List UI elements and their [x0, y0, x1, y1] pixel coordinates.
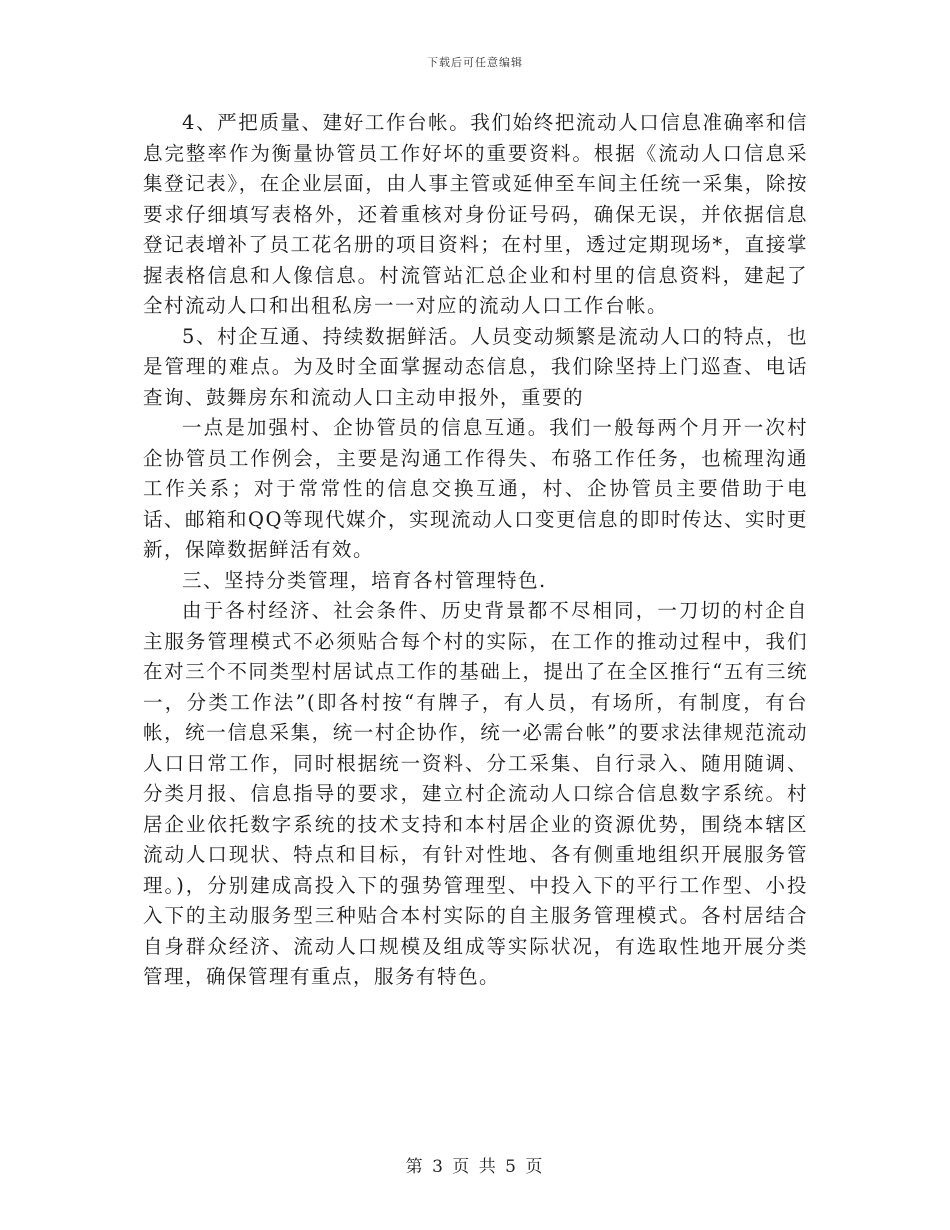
page-header: 下载后可任意编辑 [427, 56, 523, 69]
paragraph-info-exchange: 一点是加强村、企协管员的信息互通。我们一般每两个月开一次村企协管员工作例会，主要是沟通工作得失、布骆工作任务，也梳理沟通工作关系；对于常常性的信息交换互通，村、企协管员主要借助于电话、邮箱和QQ等现代媒介，实现流动人口变更信息的即时传达、实时更新，保障数据鲜活有效。 [143, 416, 808, 561]
document-body [143, 108, 808, 993]
paragraph-classified-management: 由于各村经济、社会条件、历史背景都不尽相同，一刀切的村企自主服务管理模式不必须贴合每个村的实际，在工作的推动过程中，我们在对三个不同类型村居试点工作的基础上，提出了在全区推行“五有三统一，分类工作法”(即各村按“有牌子，有人员，有场所，有制度，有台帐，统一信息采集，统一村企协作，统一必需台帐”的要求法律规范流动人口日常工作，同时根据统一资料、分工采集、自行录入、随用随调、分类月报、信息指导的要求，建立村企流动人口综合信息数字系统。村居企业依托数字系统的技术支持和本村居企业的资源优势，围绕本辖区流动人口现状、特点和目标，有针对性地、各有侧重地组织开展服务管理。)，分别建成高投入下的强势管理型、中投入下的平行工作型、小投入下的主动服务型三种贴合本村实际的自主服务管理模式。各村居结合自身群众经济、流动人口规模及组成等实际状况，有选取性地开展分类管理，确保管理有重点，服务有特色。 [143, 599, 808, 988]
paragraph-quality-ledger: 4、严把质量、建好工作台帐。我们始终把流动人口信息准确率和信息完整率作为衡量协管员工作好坏的重要资料。根据《流动人口信息采集登记表》，在企业层面，由人事主管或延伸至车间主任统一采集，除按要求仔细填写表格外，还着重核对身份证号码，确保无误，并依据信息登记表增补了员工花名册的项目资料；在村里，透过定期现场*，直接掌握表格信息和人像信息。村流管站汇总企业和村里的信息资料，建起了全村流动人口和出租私房一一对应的流动人口工作台帐。 [143, 111, 808, 317]
page-footer-page-number: 第 3 页 共 5 页 [405, 1157, 545, 1177]
paragraph-village-enterprise-sync: 5、村企互通、持续数据鲜活。人员变动频繁是流动人口的特点，也是管理的难点。为及时全面掌握动态信息，我们除坚持上门巡查、电话查询、鼓舞房东和流动人口主动申报外，重要的 [143, 324, 808, 409]
section-heading-classified-management: 三、坚持分类管理，培育各村管理特色. [182, 568, 547, 592]
